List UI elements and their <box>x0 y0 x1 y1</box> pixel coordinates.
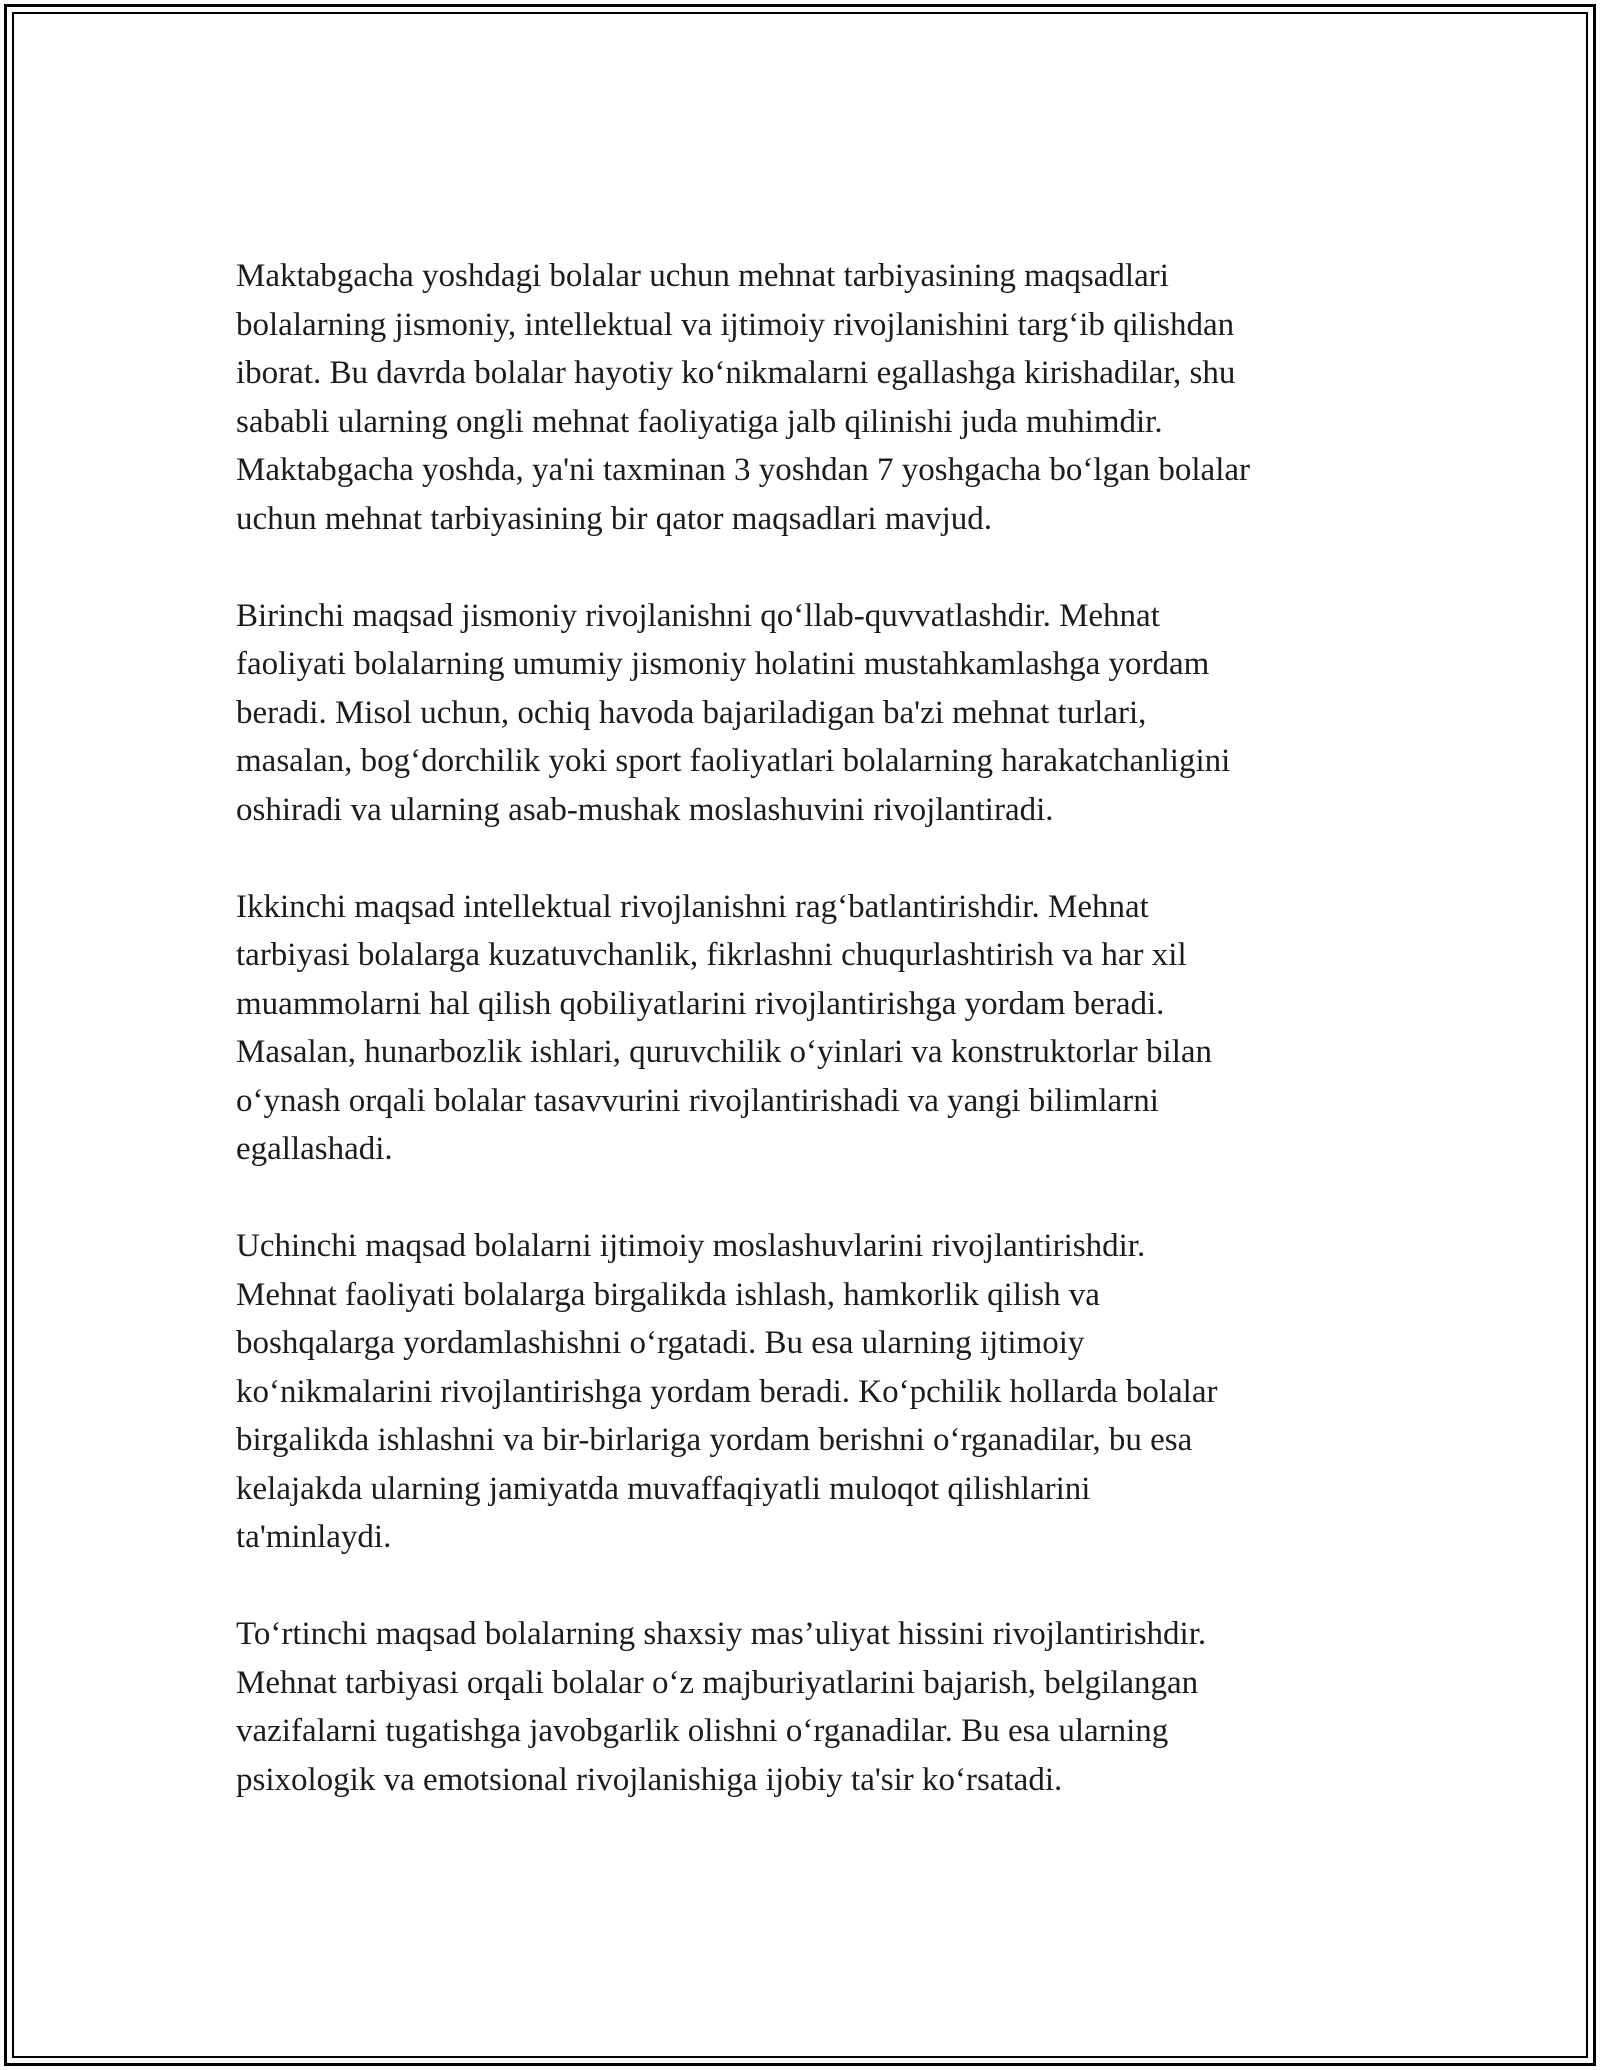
paragraph-3: Ikkinchi maqsad intellektual rivojlanishni rag‘batlantirishdir. Mehnat tarbiyasi bolalarga kuzatuvchanlik, fikrlashni chuqurlashtirish va har xil muammolarni hal qilish qobiliyatlarini rivojlantirishga yordam beradi. Masalan, hunarbozlik ishlari, quruvchilik o‘yinlari va konstruktorlar bilan o‘ynash orqali bolalar tasavvurini rivojlantirishadi va yangi bilimlarni egallashadi. <box>236 888 1213 1167</box>
paragraph-4: Uchinchi maqsad bolalarni ijtimoiy moslashuvlarini rivojlantirishdir. Mehnat faoliyati bolalarga birgalikda ishlash, hamkorlik qilish va boshqalarga yordamlashishni o‘rgatadi. Bu esa ularning ijtimoiy ko‘nikmalarini rivojlantirishga yordam beradi. Ko‘pchilik hollarda bolalar birgalikda ishlashni va bir-birlariga yordam berishni o‘rganadilar, bu esa kelajakda ularning jamiyatda muvaffaqiyatli muloqot qilishlarini ta'minlaydi. <box>236 1228 1218 1555</box>
paragraph-2: Birinchi maqsad jismoniy rivojlanishni qo‘llab-quvvatlashdir. Mehnat faoliyati bolalarning umumiy jismoniy holatini mustahkamlashga yordam beradi. Misol uchun, ochiq havoda bajariladigan ba'zi mehnat turlari, masalan, bog‘dorchilik yoki sport faoliyatlari bolalarning harakatchanligini oshiradi va ularning asab-mushak moslashuvini rivojlantiradi. <box>236 597 1231 828</box>
document-body <box>236 252 1386 1853</box>
paragraph-5: To‘rtinchi maqsad bolalarning shaxsiy mas’uliyat hissini rivojlantirishdir. Mehnat tarbiyasi orqali bolalar o‘z majburiyatlarini bajarish, belgilangan vazifalarni tugatishga javobgarlik olishni o‘rganadilar. Bu esa ularning psixologik va emotsional rivojlanishiga ijobiy ta'sir ko‘rsatadi. <box>236 1616 1207 1798</box>
paragraph-1: Maktabgacha yoshdagi bolalar uchun mehnat tarbiyasining maqsadlari bolalarning jismoniy, intellektual va ijtimoiy rivojlanishini targ‘ib qilishdan iborat. Bu davrda bolalar hayotiy ko‘nikmalarni egallashga kirishadilar, shu sababli ularning ongli mehnat faoliyatiga jalb qilinishi juda muhimdir. Maktabgacha yoshda, ya'ni taxminan 3 yoshdan 7 yoshgacha bo‘lgan bolalar uchun mehnat tarbiyasining bir qator maqsadlari mavjud. <box>236 258 1250 537</box>
